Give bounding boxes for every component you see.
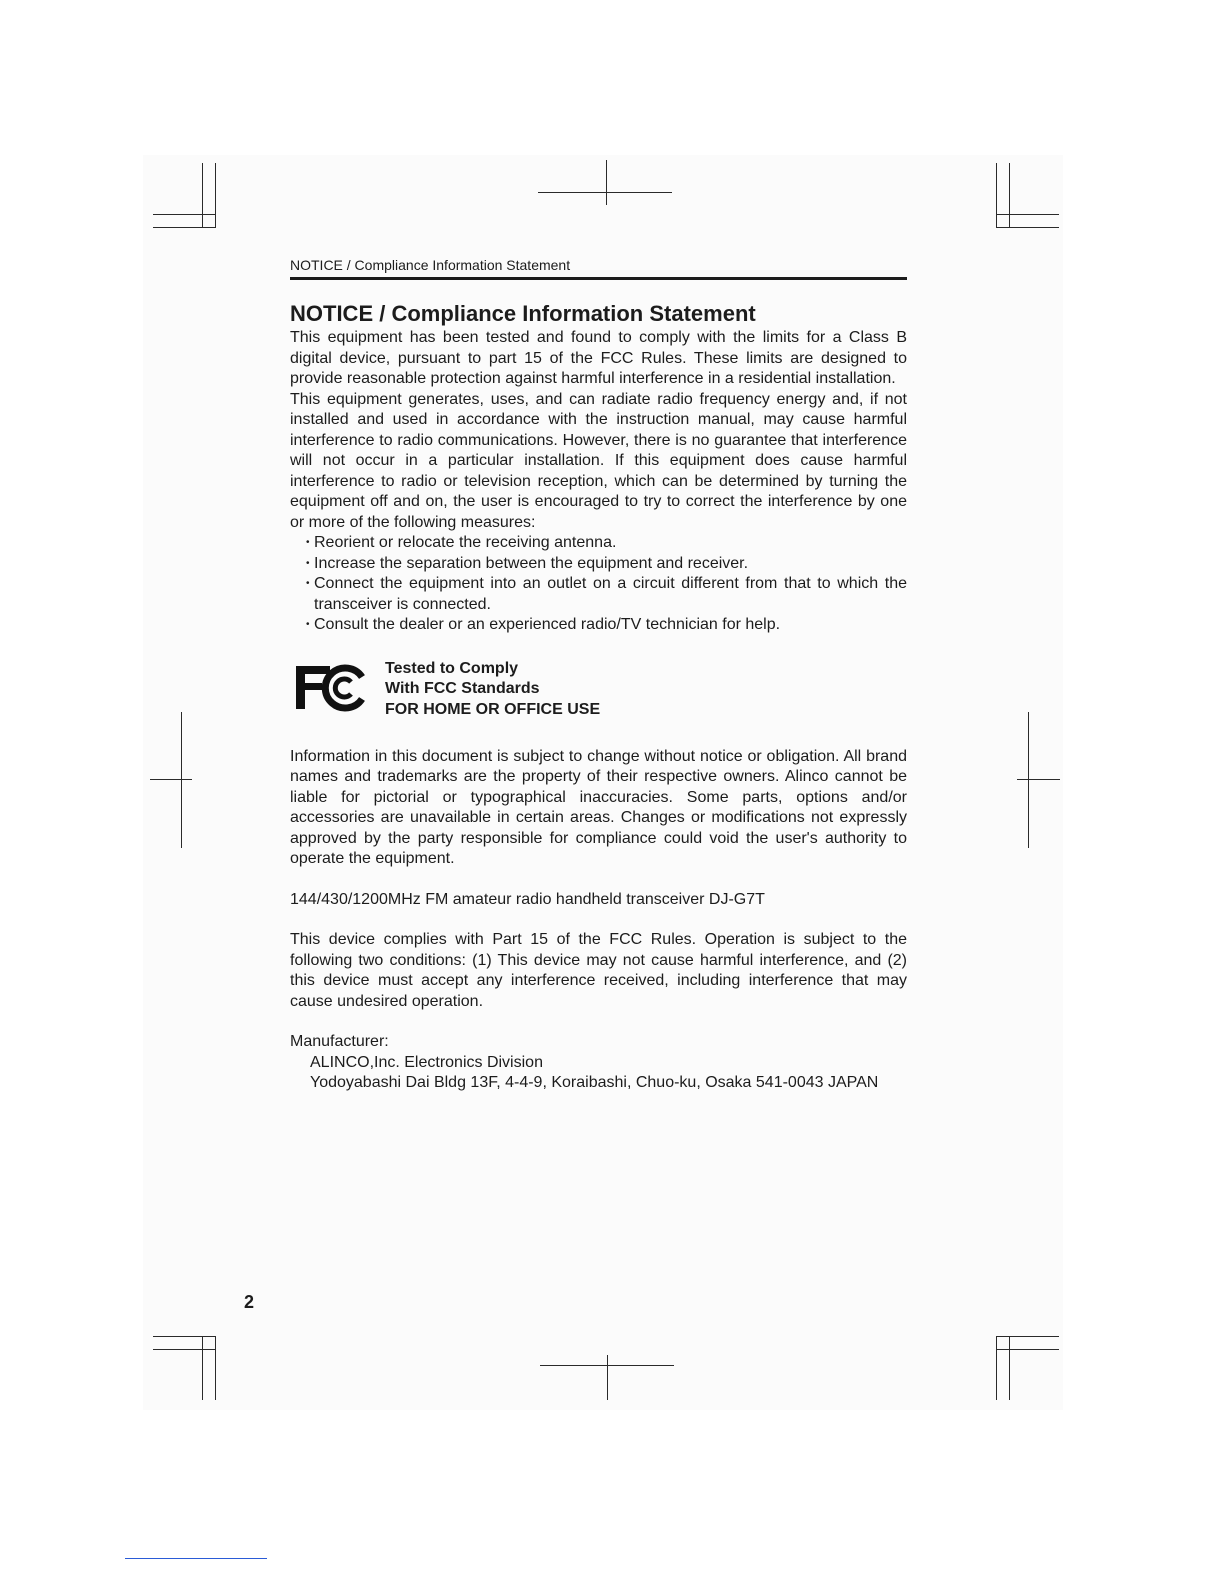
page-title: NOTICE / Compliance Information Statement xyxy=(290,301,756,326)
product-description: 144/430/1200MHz FM amateur radio handheld transceiver DJ-G7T xyxy=(290,890,765,908)
list-item: • Connect the equipment into an outlet on a circuit different from that to which the transceiver is connected. xyxy=(306,574,907,615)
compliance-paragraph-2: This equipment generates, uses, and can radiate radio frequency energy and, if not installed and used in accordance with the instruction manual, may cause harmful interference to radio communications. However, there is no guarantee that interference will not occur in a particular installation. If this equipment does cause harmful interference to radio or television reception, which can be determined by turning the equipment off and on, the user is encouraged to try to correct the interference by one or more of the following measures: xyxy=(290,390,907,531)
list-item: • Consult the dealer or an experienced radio/TV technician for help. xyxy=(306,615,907,636)
part15-paragraph: This device complies with Part 15 of the FCC Rules. Operation is subject to the following two conditions: (1) This device may not cause harmful interference, and (2) this device must accept any interference received, including interference that may cause undesired operation. xyxy=(290,931,907,1010)
fcc-line-2: With FCC Standards xyxy=(385,680,540,697)
footer-link-underline xyxy=(125,1558,267,1559)
fcc-statement xyxy=(385,659,600,721)
information-paragraph: Information in this document is subject to change without notice or obligation. All brand names and trademarks are the property of their respective owners. Alinco cannot be liable for pictorial or typographical inaccuracies. Some parts, options and/or accessories are unavailable in certain areas. Changes or modifications not expressly approved by the party responsible for compliance could void the user's authority to operate the equipment. xyxy=(290,747,907,867)
fcc-line-1: Tested to Comply xyxy=(385,659,519,677)
list-item: • Increase the separation between the equipment and receiver. xyxy=(306,554,907,575)
running-header: NOTICE / Compliance Information Statement xyxy=(290,257,571,273)
measures-list xyxy=(290,533,907,636)
header-rule xyxy=(290,277,907,280)
main-content xyxy=(290,300,907,1094)
manufacturer-name: ALINCO,Inc. Electronics Division xyxy=(310,1053,543,1071)
fcc-logo-icon xyxy=(296,663,368,713)
list-item: • Reorient or relocate the receiving antenna. xyxy=(306,533,907,554)
fcc-line-3: FOR HOME OR OFFICE USE xyxy=(385,700,601,718)
compliance-paragraph-1: This equipment has been tested and found to comply with the limits for a Class B digital device, pursuant to part 15 of the FCC Rules. These limits are designed to provide reasonable protection against harmful interference in a residential installation. xyxy=(290,329,907,387)
page-number: 2 xyxy=(244,1292,255,1312)
manufacturer-label: Manufacturer: xyxy=(290,1033,389,1050)
fcc-compliance-block xyxy=(290,659,907,723)
manufacturer-address: Yodoyabashi Dai Bldg 13F, 4-4-9, Koraibashi, Chuo-ku, Osaka 541-0043 JAPAN xyxy=(310,1074,879,1091)
